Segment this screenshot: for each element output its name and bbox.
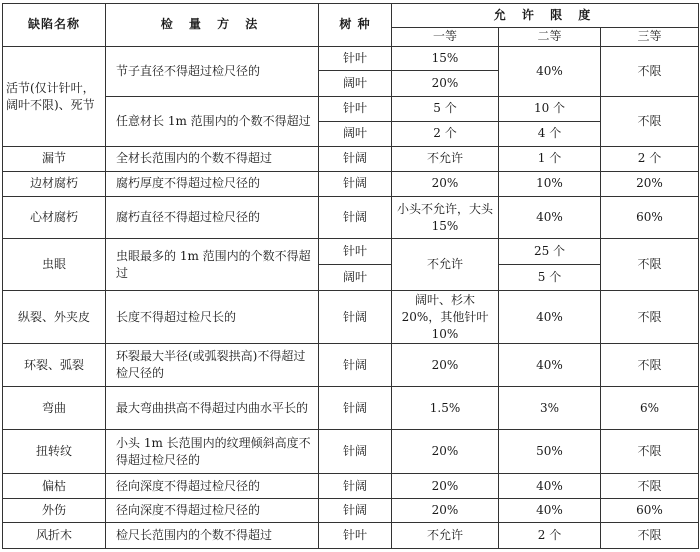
table-row — [3, 430, 699, 474]
species-cell: 针阔 — [319, 430, 392, 474]
method-text: 检尺长范围内的个数不得超过 — [106, 523, 319, 549]
grade-1-cell: 不允许 — [392, 239, 499, 291]
species-cell: 针阔 — [319, 498, 392, 523]
method-text: 最大弯曲拱高不得超过内曲水平长的 — [106, 387, 319, 430]
table-row — [3, 46, 699, 71]
grade-1-cell: 小头不允许，大头 15% — [392, 197, 499, 239]
species-cell: 针叶 — [319, 46, 392, 71]
grade-2-cell: 40% — [499, 197, 601, 239]
grade-3-cell: 6% — [601, 387, 699, 430]
method-text: 任意材长 1m 范围内的个数不得超过 — [106, 97, 319, 147]
defect-name: 漏节 — [3, 147, 106, 172]
grade-2-cell: 10% — [499, 171, 601, 197]
header-grade-2: 二等 — [499, 27, 601, 46]
table-row — [3, 498, 699, 523]
method-text: 腐朽直径不得超过检尺径的 — [106, 197, 319, 239]
grade-2-cell: 10 个 — [499, 97, 601, 122]
grade-3-cell: 60% — [601, 197, 699, 239]
method-text: 径向深度不得超过检尺径的 — [106, 498, 319, 523]
species-cell: 阔叶 — [319, 71, 392, 97]
grade-1-cell: 20% — [392, 71, 499, 97]
species-cell: 针阔 — [319, 147, 392, 172]
table-row — [3, 291, 699, 344]
grade-3-cell: 不限 — [601, 474, 699, 499]
grade-1-cell: 5 个 — [392, 97, 499, 122]
method-text: 环裂最大半径(或弧裂拱高)不得超过检尺径的 — [106, 344, 319, 387]
species-cell: 阔叶 — [319, 264, 392, 291]
species-cell: 阔叶 — [319, 121, 392, 147]
grade-3-cell: 不限 — [601, 430, 699, 474]
header-grade-1: 一等 — [392, 27, 499, 46]
defect-name: 活节(仅计针叶，阔叶不限)、死节 — [3, 46, 106, 146]
table-row — [3, 344, 699, 387]
defect-name: 偏枯 — [3, 474, 106, 499]
grade-1-cell: 不允许 — [392, 523, 499, 549]
grade-1-cell: 20% — [392, 474, 499, 499]
grade-3-cell: 2 个 — [601, 147, 699, 172]
grade-3-cell: 不限 — [601, 46, 699, 96]
table-row — [3, 197, 699, 239]
grade-1-cell: 2 个 — [392, 121, 499, 147]
table-row — [3, 147, 699, 172]
header-defect: 缺陷名称 — [3, 4, 106, 47]
grade-1-cell: 阔叶、杉木 20%，其他针叶 10% — [392, 291, 499, 344]
defect-name: 外伤 — [3, 498, 106, 523]
grade-2-cell: 40% — [499, 474, 601, 499]
defect-name: 环裂、弧裂 — [3, 344, 106, 387]
species-cell: 针叶 — [319, 523, 392, 549]
grade-2-cell: 40% — [499, 498, 601, 523]
grade-2-cell: 25 个 — [499, 239, 601, 265]
grade-1-cell: 15% — [392, 46, 499, 71]
grade-2-cell: 5 个 — [499, 264, 601, 291]
defect-name: 纵裂、外夹皮 — [3, 291, 106, 344]
grade-2-cell: 1 个 — [499, 147, 601, 172]
header-grade-3: 三等 — [601, 27, 699, 46]
grade-1-cell: 20% — [392, 171, 499, 197]
table-row — [3, 387, 699, 430]
grade-1-cell: 不允许 — [392, 147, 499, 172]
species-cell: 针阔 — [319, 474, 392, 499]
header-species: 树 种 — [319, 4, 392, 47]
grade-3-cell: 不限 — [601, 97, 699, 147]
defect-name: 边材腐朽 — [3, 171, 106, 197]
table-row — [3, 239, 699, 265]
species-cell: 针阔 — [319, 387, 392, 430]
species-cell: 针叶 — [319, 97, 392, 122]
grade-3-cell: 60% — [601, 498, 699, 523]
defect-name: 风折木 — [3, 523, 106, 549]
grade-1-cell: 1.5% — [392, 387, 499, 430]
grade-3-cell: 不限 — [601, 523, 699, 549]
table-row — [3, 474, 699, 499]
method-text: 径向深度不得超过检尺径的 — [106, 474, 319, 499]
table-row — [3, 97, 699, 122]
header-method: 检 量 方 法 — [106, 4, 319, 47]
grade-3-cell: 20% — [601, 171, 699, 197]
defect-name: 扭转纹 — [3, 430, 106, 474]
header-limit: 允 许 限 度 — [392, 4, 699, 28]
table-row — [3, 523, 699, 549]
defect-limits-table — [2, 3, 699, 549]
table-row — [3, 171, 699, 197]
method-text: 节子直径不得超过检尺径的 — [106, 46, 319, 96]
species-cell: 针阔 — [319, 291, 392, 344]
grade-3-cell: 不限 — [601, 344, 699, 387]
method-text: 虫眼最多的 1m 范围内的个数不得超过 — [106, 239, 319, 291]
grade-1-cell: 20% — [392, 344, 499, 387]
method-text: 长度不得超过检尺长的 — [106, 291, 319, 344]
grade-2-cell: 40% — [499, 344, 601, 387]
grade-2-cell: 40% — [499, 291, 601, 344]
defect-name: 弯曲 — [3, 387, 106, 430]
method-text: 全材长范围内的个数不得超过 — [106, 147, 319, 172]
species-cell: 针阔 — [319, 344, 392, 387]
grade-2-cell: 4 个 — [499, 121, 601, 147]
grade-2-cell: 2 个 — [499, 523, 601, 549]
grade-1-cell: 20% — [392, 498, 499, 523]
table-header-row — [3, 4, 699, 28]
method-text: 小头 1m 长范围内的纹理倾斜高度不得超过检尺径的 — [106, 430, 319, 474]
species-cell: 针叶 — [319, 239, 392, 265]
species-cell: 针阔 — [319, 197, 392, 239]
method-text: 腐朽厚度不得超过检尺径的 — [106, 171, 319, 197]
grade-2-cell: 50% — [499, 430, 601, 474]
grade-2-cell: 3% — [499, 387, 601, 430]
grade-1-cell: 20% — [392, 430, 499, 474]
species-cell: 针阔 — [319, 171, 392, 197]
defect-name: 虫眼 — [3, 239, 106, 291]
grade-2-cell: 40% — [499, 46, 601, 96]
grade-3-cell: 不限 — [601, 239, 699, 291]
defect-name: 心材腐朽 — [3, 197, 106, 239]
grade-3-cell: 不限 — [601, 291, 699, 344]
